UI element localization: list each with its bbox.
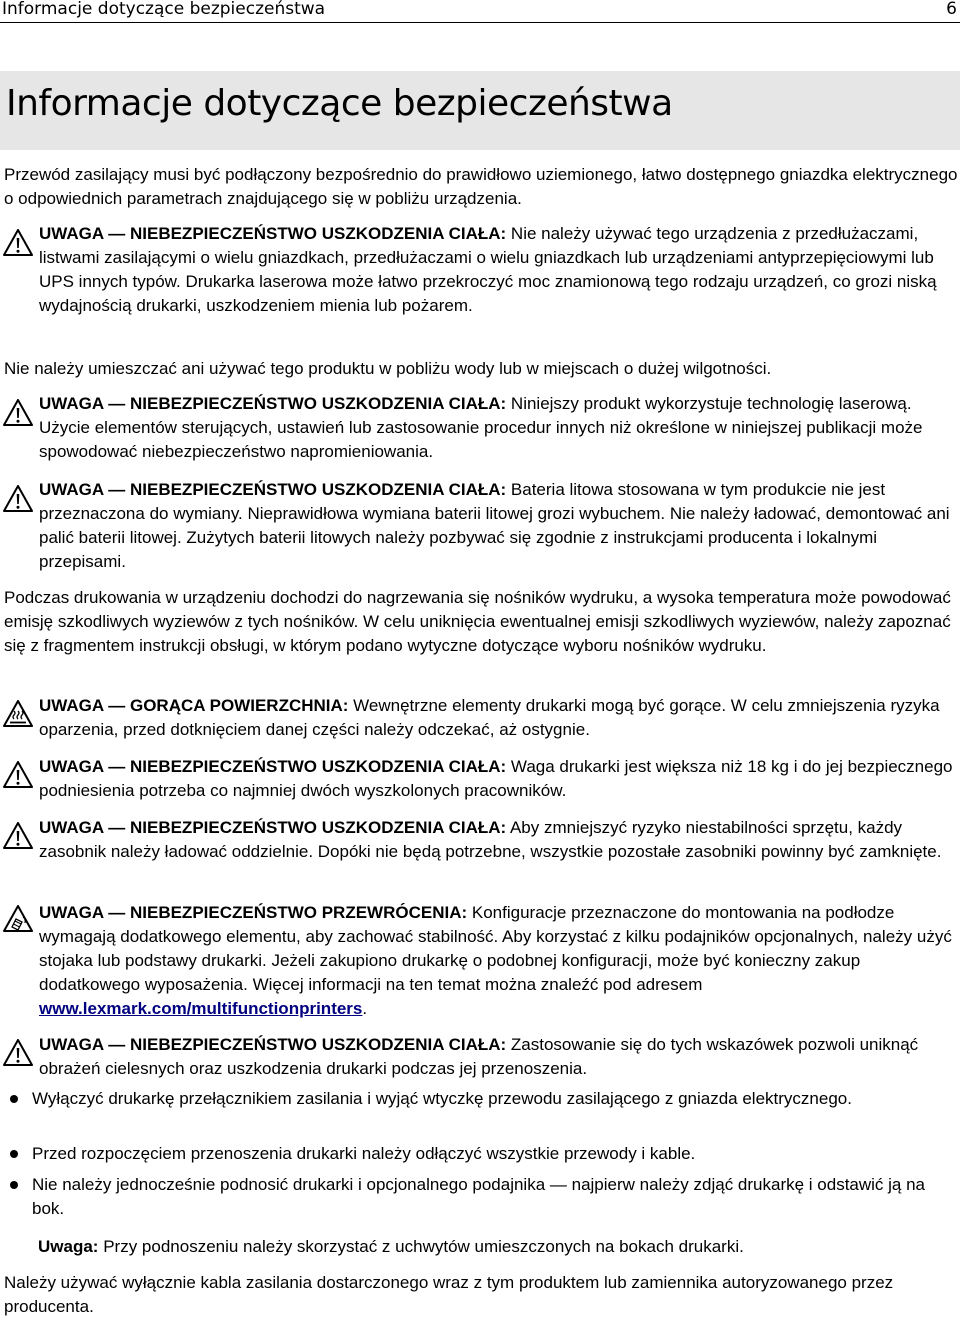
warning-text: Wewnętrzne elementy drukarki mogą być gorące. W celu zmniejszenia ryzyka oparzenia, przed dotknięciem danej części należy odczekać, aż ostygnie.	[39, 696, 940, 739]
bullet-icon	[10, 1181, 18, 1189]
bullet-icon	[10, 1150, 18, 1158]
page-number: 6	[946, 0, 957, 19]
warning-label: UWAGA — NIEBEZPIECZEŃSTWO USZKODZENIA CIAŁA:	[39, 394, 507, 413]
warning-text: Aby zmniejszyć ryzyko niestabilności sprzętu, każdy zasobnik należy ładować oddzielnie. Dopóki nie będą potrzebne, wszystkie pozostałe zasobniki powinny być zamknięte.	[39, 818, 942, 861]
warning-battery	[39, 478, 960, 574]
warning-icon	[3, 229, 33, 256]
page-header	[0, 0, 960, 23]
note-label: Uwaga:	[38, 1237, 99, 1256]
warning-text: Niniejszy produkt wykorzystuje technologię laserową. Użycie elementów sterujących, ustawień lub zastosowanie procedur innych niż określone w niniejszej publikacji może spowodować niebezpieczeństwo napromieniowania.	[39, 394, 923, 461]
list-item: Wyłączyć drukarkę przełącznikiem zasilania i wyjąć wtyczkę przewodu zasilającego z gniazda elektrycznego.	[32, 1089, 852, 1108]
warning-icon	[3, 485, 33, 512]
warning-hot-surface	[39, 694, 960, 742]
warning-text-end: .	[362, 999, 368, 1018]
warning-text: Konfiguracje przeznaczone do montowania na podłodze wymagają dodatkowego elementu, aby zachować stabilność. Aby korzystać z kilku podajników opcjonalnych, należy użyć stojaka lub podstawy drukarki. Jeżeli zakupiono drukarkę o podobnej konfiguracji, może być konieczny zakup dodatkowego wyposażenia. Więcej informacji na ten temat można znaleźć pod adresem	[39, 903, 952, 994]
warning-icon	[3, 399, 33, 426]
lexmark-link[interactable]: www.lexmark.com/multifunctionprinters	[39, 999, 363, 1018]
water-paragraph: Nie należy umieszczać ani używać tego produktu w pobliżu wody lub w miejscach o dużej wilgotności.	[4, 359, 772, 378]
heading-band	[0, 71, 960, 150]
warning-label: UWAGA — NIEBEZPIECZEŃSTWO PRZEWRÓCENIA:	[39, 903, 468, 922]
warning-text: Bateria litowa stosowana w tym produkcie nie jest przeznaczona do wymiany. Nieprawidłowa wymiana baterii litowej grozi wybuchem. Nie należy ładować, demontować ani palić baterii litowej. Zużytych baterii litowych należy pozbywać się zgodnie z instrukcjami producenta i lokalnymi przepisami.	[39, 480, 950, 571]
list-item: Nie należy jednocześnie podnosić drukarki i opcjonalnego podajnika — najpierw należy zdjąć drukarkę i odstawić ją na bok.	[32, 1175, 926, 1218]
list-item: Przed rozpoczęciem przenoszenia drukarki należy odłączyć wszystkie przewody i kable.	[32, 1144, 696, 1163]
fumes-paragraph: Podczas drukowania w urządzeniu dochodzi do nagrzewania się nośników wydruku, a wysoka temperatura może powodować emisję szkodliwych wyziewów z tych nośników. W celu uniknięcia ewentualnej emisji szkodliwych wyziewów, należy zapoznać się z fragmentem instrukcji obsługi, w którym podano wytyczne dotyczące wyboru nośników wydruku.	[4, 588, 951, 655]
warning-trays	[39, 816, 960, 864]
warning-label: UWAGA — NIEBEZPIECZEŃSTWO USZKODZENIA CIAŁA:	[39, 480, 507, 499]
warning-icon	[3, 761, 33, 788]
warning-weight	[39, 755, 960, 803]
tip-over-icon	[3, 905, 33, 932]
note-text: Przy podnoszeniu należy skorzystać z uchwytów umieszczonych na bokach drukarki.	[98, 1237, 744, 1256]
warning-label: UWAGA — NIEBEZPIECZEŃSTWO USZKODZENIA CIAŁA:	[39, 818, 507, 837]
warning-label: UWAGA — NIEBEZPIECZEŃSTWO USZKODZENIA CIAŁA:	[39, 1035, 507, 1054]
warning-text: Waga drukarki jest większa niż 18 kg i do jej bezpiecznego podniesienia potrzeba co najmniej dwóch wyszkolonych pracowników.	[39, 757, 953, 800]
page-title: Informacje dotyczące bezpieczeństwa	[6, 83, 673, 124]
note	[38, 1235, 960, 1259]
intro-paragraph: Przewód zasilający musi być podłączony bezpośrednio do prawidłowo uziemionego, łatwo dostępnego gniazdka elektrycznego o odpowiednich parametrach znajdującego się w pobliżu urządzenia.	[4, 165, 958, 208]
warning-tip-over	[39, 901, 960, 1021]
warning-icon	[3, 822, 33, 849]
warning-icon	[3, 1039, 33, 1066]
hot-surface-icon	[3, 700, 33, 727]
warning-moving	[39, 1033, 960, 1081]
warning-text: Zastosowanie się do tych wskazówek pozwoli uniknąć obrażeń cielesnych oraz uszkodzenia drukarki podczas jej przenoszenia.	[39, 1035, 919, 1078]
warning-label: UWAGA — GORĄCA POWIERZCHNIA:	[39, 696, 349, 715]
final-paragraph: Należy używać wyłącznie kabla zasilania dostarczonego wraz z tym produktem lub zamiennika autoryzowanego przez producenta.	[4, 1273, 894, 1316]
warning-label: UWAGA — NIEBEZPIECZEŃSTWO USZKODZENIA CIAŁA:	[39, 224, 507, 243]
bullet-icon	[10, 1095, 18, 1103]
warning-injury-power	[39, 222, 960, 318]
warning-text: Nie należy używać tego urządzenia z przedłużaczami, listwami zasilającymi o wielu gniazdkach, przedłużaczami o wielu gniazdkach lub urządzeniami antyprzepięciowymi lub UPS innych typów. Drukarka laserowa może łatwo przekroczyć moc znamionową tego rodzaju urządzeń, co grozi niską wydajnością drukarki, uszkodzeniem mienia lub pożarem.	[39, 224, 937, 315]
header-title: Informacje dotyczące bezpieczeństwa	[2, 0, 326, 19]
warning-laser	[39, 392, 960, 464]
warning-label: UWAGA — NIEBEZPIECZEŃSTWO USZKODZENIA CIAŁA:	[39, 757, 507, 776]
